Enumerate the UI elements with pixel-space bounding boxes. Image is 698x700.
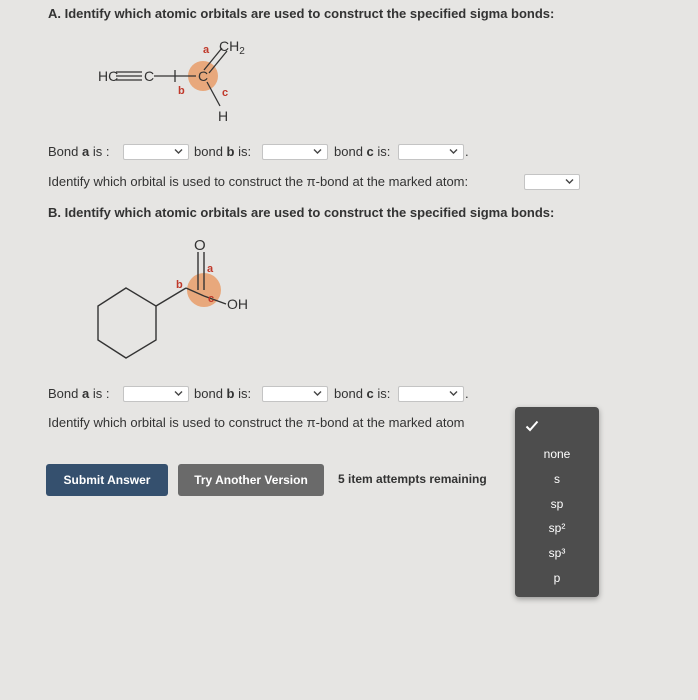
part-b-label-b: b [176,279,183,291]
part-b-oh: OH [227,296,248,312]
part-a-c-center: C [198,68,209,84]
submit-answer-button[interactable]: Submit Answer [46,464,168,496]
part-a-bond-b-select[interactable] [262,144,328,160]
dropdown-option-p[interactable]: p [553,571,561,585]
part-b-bond-b-label: bond b is: [194,386,252,401]
part-b-bond-a-select[interactable] [123,386,189,402]
part-b-title: B. Identify which atomic orbitals are used to construct the specified sigma bonds: [48,205,555,220]
chevron-down-icon [564,176,575,187]
checkmark-icon [525,419,539,437]
chevron-down-icon [448,146,459,157]
dropdown-option-sp[interactable]: sp [550,497,564,511]
part-a-pi-select[interactable] [524,174,580,190]
part-a-bond-c-select[interactable] [398,144,464,160]
dropdown-option-sp2[interactable]: sp² [548,521,566,535]
part-a-h: H [218,108,229,124]
part-a-bond-c-label: bond c is: [334,144,391,159]
part-b-bond-b-select[interactable] [262,386,328,402]
dropdown-option-s[interactable]: s [554,472,560,486]
part-b-label-c: c [208,293,215,305]
chevron-down-icon [448,388,459,399]
part-a-label-a: a [203,44,210,56]
part-a-bond-a-label: Bond a is : [48,144,110,159]
part-a-ch2 [219,38,245,57]
part-b-oxygen: O [194,237,206,254]
orbital-dropdown-menu[interactable] [515,407,599,597]
part-a-label-c: c [222,87,229,99]
part-a-bond-b-label: bond b is: [194,144,252,159]
part-a-title: A. Identify which atomic orbitals are used to construct the specified sigma bonds: [48,6,555,21]
part-b-label-a: a [207,263,214,275]
chevron-down-icon [173,146,184,157]
part-a-bond-a-select[interactable] [123,144,189,160]
part-a-ch2-sub: 2 [239,46,245,57]
part-a-molecule [90,34,270,126]
dropdown-option-none[interactable]: none [543,447,571,461]
part-b-bond-c-select[interactable] [398,386,464,402]
part-b-bond-a-label: Bond a is : [48,386,110,401]
chevron-down-icon [312,146,323,157]
dropdown-option-sp3[interactable]: sp³ [548,546,566,560]
part-a-hc: HC [98,68,119,84]
part-b-bond-c-label: bond c is: [334,386,391,401]
chevron-down-icon [173,388,184,399]
try-another-version-button[interactable]: Try Another Version [178,464,324,496]
part-a-label-b: b [178,85,185,97]
part-a-ch2-text: CH [219,38,240,54]
part-a-period: . [465,144,469,159]
part-a-c-left: C [144,68,155,84]
attempts-remaining: 5 item attempts remaining [338,472,487,486]
part-b-period: . [465,386,469,401]
chevron-down-icon [312,388,323,399]
part-b-molecule [92,232,272,366]
part-b-pi-question: Identify which orbital is used to construct the π-bond at the marked atom [48,415,465,430]
part-a-pi-question: Identify which orbital is used to construct the π-bond at the marked atom: [48,174,469,189]
